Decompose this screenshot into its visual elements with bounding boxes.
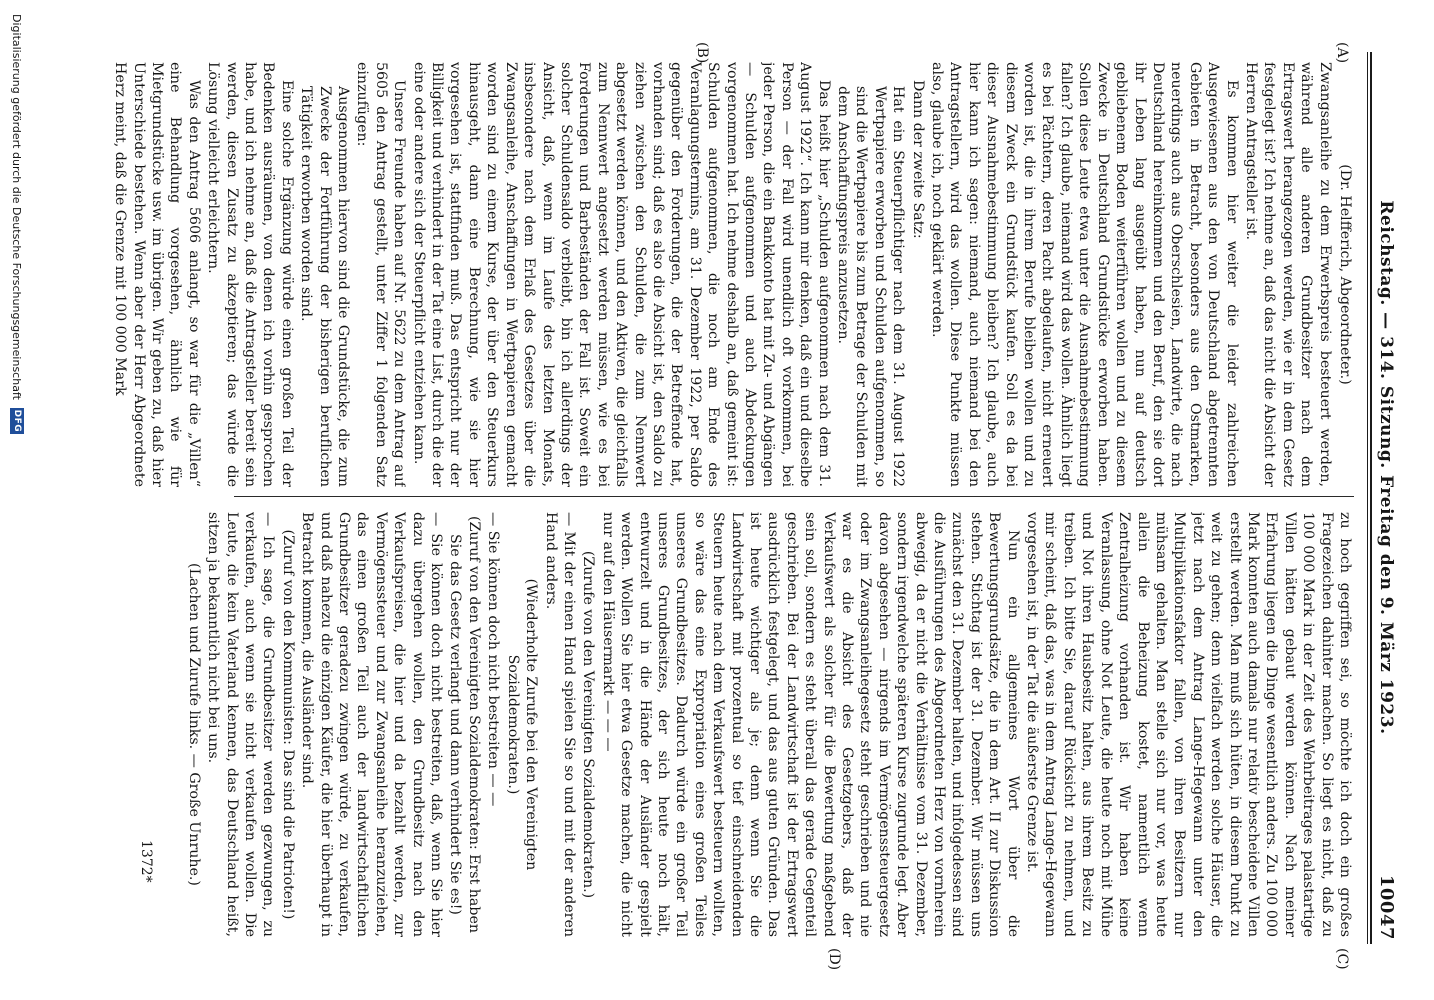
header-rule-thin <box>1367 52 1368 944</box>
column-divider <box>234 496 1354 497</box>
interjection: (Zuruf von den Vereinigten Sozialdemokraten: Erst haben Sie das Gesetz verlangt und dann verhindert Sie es!) <box>447 515 482 934</box>
quoted-clause: Ausgenommen hiervon sind die Grundstücke, die zum Zwecke der Fortführung der bisherigen beruflichen Tätigkeit erworben worden sind. <box>298 86 352 487</box>
interjection: — Ich sage, die Grundbesitzer werden gezwungen, zu verkaufen, auch wenn sie nicht verkaufen wollen. Die Leute, die kein Vaterland kennen, das Deutschland heißt, sitzen ja bekanntlich nicht bei uns. <box>205 512 277 937</box>
dfg-logo: DFG <box>12 409 22 433</box>
quoted-clause: Hat ein Steuerpflichtiger nach dem 31. August 1922 Wertpapiere erworben und Schulden aufgenommen, so sind die Wertpapiere bis zum Betrage der Schulden mit dem Anschaffungspreis anzusetzen. <box>835 86 907 487</box>
paragraph: Eine solche Ergänzung würde einen großen Teil der Bedenken ausräumen, von denen ich vorhin gesprochen habe, und ich nehme an, daß die Antragsteller bereit sein werden, diesen Zusatz zu akzeptieren; das würde die Lösung vielleicht erleichtern. <box>205 62 295 487</box>
paragraph: Dann der zweite Satz: <box>909 80 926 239</box>
speaker-line: (Dr. Helfferich, Abgeordneter.) <box>1337 164 1353 385</box>
interjection: (Zuruf von den Kommunisten: Das sind die Patrioten!) <box>279 529 296 920</box>
interjection: — Sie können doch nicht bestreiten — — <box>485 512 502 807</box>
margin-letter-a: (A) <box>1334 42 1350 64</box>
sheet-mark: 1372* <box>138 840 154 883</box>
page-number: 10047 <box>1376 874 1397 940</box>
paragraph: zu hoch gegriffen sei, so möchte ich doch ein großes Fragezeichen dahinter machen. So liegt es nicht, daß zu 100 000 Mark in der Zeit des Wehrbeitrages palastartige Villen hätten gebaut werden können. Nach meiner Erfahrung liegen die Dinge wesentlich anders. Zu 100 000 Mark konnten auch damals nur relativ bescheidene Villen erstellt werden. Man muß sich hüten, in diesem Punkt zu weit zu gehen; denn vielfach werden solche Häuser, die jetzt nach dem Antrag Lange-Hegewann unter den Multiplikationsfaktor fallen, von ihren Besitzern nur mühsam gehalten. Man stelle sich nur vor, was heute allein die Beheizung kostet, namentlich wenn Zentralheizung vorhanden ist. Wir haben keine Veranlassung, ohne Not Leute, die heute noch mit Mühe und Not ihren Hausbesitz halten, aus ihrem Besitz zu treiben. Ich bitte Sie, darauf Rücksicht zu nehmen, und mir scheint, daß das, was in dem Antrag Lange-Hegewann vorgesehen ist, in der Tat die äußerste Grenze ist. <box>1024 512 1353 937</box>
interjection: — Mit der einen Hand spielen Sie so und mit der anderen Hand anders. <box>542 512 577 937</box>
margin-letter-d: (D) <box>826 948 842 971</box>
page-header <box>1376 60 1406 940</box>
interjection: (Wiederholte Zurufe bei den Vereinigten Sozialdemokraten.) <box>504 578 540 871</box>
header-title: Reichstag. — 314. Sitzung. Freitag den 9. März 1923. <box>1376 200 1396 735</box>
left-column <box>84 62 1354 487</box>
digitization-footer <box>8 14 26 984</box>
interjection: — Sie können doch nicht bestreiten, daß, wenn Sie hier dazu übergehen wollen, den Grundbesitz nach den Verkaufspreisen, die hier und da bezahlt werden, zur Vermögenssteuer und zur Zwangsanleihe heranzuziehen, das einen großen Teil auch der landwirtschaftlichen Grundbesitzer geradezu zwingen würde, zu verkaufen, und daß nahezu die einzigen Käufer, die hier überhaupt in Betracht kommen, die Ausländer sind. <box>299 512 445 937</box>
margin-letter-c: (C) <box>1334 948 1350 970</box>
paragraph: Es kommen hier weiter die leider zahlreichen Ausgewiesenen aus den von Deutschland abgetrennten Gebieten in Betracht, besonders aus den Ostmarken, neuerdings auch aus Oberschlesien, Landwirte, die nach Deutschland hereinkommen und den Beruf, den sie dort ihr Leben lang ausgeübt haben, nun auf deutsch gebliebenem Boden weiterführen wollen und zu diesem Zwecke in Deutschland Grundstücke erworben haben. Sollen diese Leute etwa unter die Ausnahmebestimmung fallen? Ich glaube, niemand wird das wollen. Ähnlich liegt es bei Pächtern, deren Pacht abgelaufen, nicht erneuert worden ist, die in ihrem Berufe bleiben wollen und zu diesem Zweck ein Grundstück kaufen. Soll es da bei dieser Ausnahmebestimmung bleiben? Ich glaube, auch hier kann ich sagen: niemand, auch niemand bei den Antragstellern, wird das wollen. Diese Punkte müssen also, glaube ich, noch geklärt werden. <box>929 62 1240 487</box>
margin-letter-b: (B) <box>694 42 710 64</box>
interjection: (Lachen und Zurufe links. — Große Unruhe.) <box>185 563 202 886</box>
paragraph: Unsere Freunde haben auf Nr. 5622 zu dem Antrag auf 5605 den Antrag gestellt, unter Ziffer 1 folgenden Satz einzufügen: <box>354 62 408 487</box>
header-rule <box>1370 52 1372 944</box>
paragraph: Zwangsanleihe zu dem Erwerbspreis besteuert werden, während alle anderen Grundbesitzer nach dem Ertragswert herangezogen werden, wie er in dem Gesetz festgelegt ist? Ich nehme an, daß das nicht die Absicht der Herren Antragsteller ist. <box>1242 62 1333 487</box>
interjection: (Zurufe von den Vereinigten Sozialdemokraten.) <box>580 550 597 899</box>
paragraph: Das heißt hier „Schulden aufgenommen nach dem 31. August 1922“. Ich kann mir denken, daß ein und dieselbe Person — der Fall wird unendlich oft vorkommen, bei jeder Person, die ein Bankkonto hat mit Zu- und Abgängen — Schulden aufgenommen und auch Abdeckungen vorgenommen hat. Ich nehme deshalb an, daß gemeint ist: Schulden aufgenommen, die noch am Ende des Veranlagungstermins, am 31. Dezember 1922, per Saldo gegenüber den Forderungen, die der Betreffende hat, vorhanden sind; daß es also die Absicht ist, den Saldo zu ziehen zwischen den Schulden, die zum Nennwert abgesetzt werden können, und den Aktiven, die gleichfalls zum Nennwert angesetzt werden müssen, wie es bei Forderungen und Barbeständen der Fall ist. Soweit ein solcher Schuldensaldo verbleibt, bin ich allerdings der Ansicht, daß, wenn im Laufe des letzten Monats, insbesondere nach dem Erlaß des Gesetzes über die Zwangsanleihe, Anschaffungen in Wertpapieren gemacht worden sind zu einem Kurse, der über den Steuerkurs hinausgeht, dann eine Berechnung, wie sie hier vorgesehen ist, stattfinden muß. Das entspricht nur der Billigkeit und verhindert in der Tat eine List, durch die der eine oder andere sich der Steuerpflicht entziehen kann. <box>410 62 832 487</box>
paragraph: Was den Antrag 5606 anlangt, so war für die „Villen“ eine Behandlung vorgesehen, ähnlich wie für Mietgrundstücke usw. im übrigen. Wir geben zu, daß hier Unterschiede bestehen. Wenn aber der Herr Abgeordnete Herz meint, daß die Grenze mit 100 000 Mark <box>112 62 202 487</box>
right-column <box>84 512 1354 937</box>
paragraph: Nun ein allgemeines Wort über die Bewertungsgrundsätze, die in dem Art. II zur Diskussion stehen. Stichtag ist der 31. Dezember. Wir müssen uns zunächst den 31. Dezember halten, und infolgedessen sind die Ausführungen des Abgeordneten Herz von vornherein abwegig, da er nicht die Verhältnisse vom 31. Dezember, sondern irgendwelche späteren Kurse zugrunde legt. Aber davon abgesehen — nirgends im Vermögenssteuergesetz oder im Zwangsanleihegesetz steht geschrieben und nie war es die Absicht des Gesetzgebers, daß der Verkaufswert als solcher für die Bewertung maßgebend sein soll, sondern es steht überall das gerade Gegenteil geschrieben. Bei der Landwirtschaft ist der Ertragswert ausdrücklich festgelegt, und das aus guten Gründen. Das ist heute wichtiger als je; denn wenn Sie die Landwirtschaft mit prozentual so tief einschneidenden Steuern heute nach dem Verkaufswert besteuern wollten, so wäre das eine Expropriation eines großen Teiles unseres Grundbesitzes. Dadurch würde ein großer Teil unseres Grundbesitzes, der sich heute noch hält, entwurzelt und in die Hände der Ausländer gespielt werden. Wollen Sie hier etwa Gesetze machen, die nicht nur auf den Häusermarkt — — — <box>599 512 1021 937</box>
footer-text: Digitalisierung gefördert durch die Deutsche Forschungsgemeinschaft <box>10 14 24 400</box>
